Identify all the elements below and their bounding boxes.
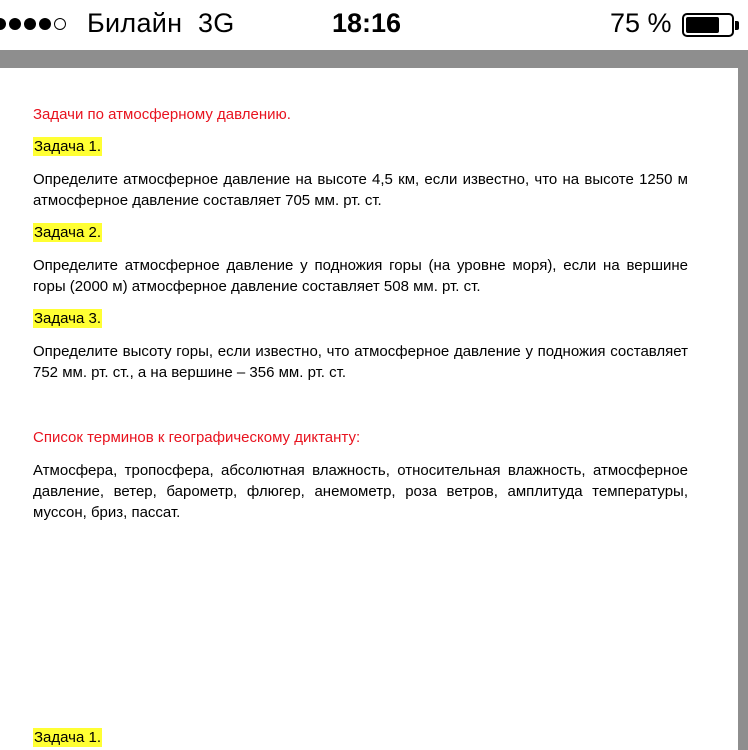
clock: 18:16 bbox=[332, 8, 402, 38]
battery-tip-icon bbox=[735, 21, 739, 30]
task-text-3: Определите высоту горы, если известно, что атмосферное давление у подножия составляет 752 мм. рт. ст., а на вершине – 356 мм. рт. ст. bbox=[33, 343, 688, 381]
document-page[interactable] bbox=[0, 68, 738, 750]
next-page-task-label: Задача 1. bbox=[34, 729, 102, 746]
signal-dot bbox=[9, 18, 21, 30]
task-text-1: Определите атмосферное давление на высоте 4,5 км, если известно, что на высоте 1250 м атмосферное давление составляет 705 мм. рт. ст. bbox=[33, 171, 688, 209]
carrier-name: Билайн bbox=[87, 8, 183, 38]
task-label-3: Задача 3. bbox=[34, 310, 102, 327]
task-label-1: Задача 1. bbox=[34, 138, 102, 155]
task-label-2: Задача 2. bbox=[34, 224, 102, 241]
section-heading-terms: Список терминов к географическому диктанту: bbox=[33, 429, 361, 446]
signal-dot bbox=[24, 18, 36, 30]
terms-paragraph: Атмосфера, тропосфера, абсолютная влажность, относительная влажность, атмосферное давление, ветер, барометр, флюгер, анемометр, роза ветров, амплитуда температуры, муссон, бриз, пассат. bbox=[33, 462, 688, 521]
section-heading-pressure-tasks: Задачи по атмосферному давлению. bbox=[33, 106, 291, 123]
battery-level-fill bbox=[686, 17, 719, 33]
signal-dot bbox=[39, 18, 51, 30]
signal-dot-empty bbox=[54, 18, 66, 30]
carrier-label bbox=[87, 8, 235, 39]
network-type: 3G bbox=[197, 8, 235, 38]
status-bar bbox=[0, 0, 748, 50]
task-text-2: Определите атмосферное давление у подножия горы (на уровне моря), если на вершине горы (2000 м) атмосферное давление составляет 508 мм. рт. ст. bbox=[33, 257, 688, 295]
battery-percent: 75 % bbox=[610, 8, 672, 38]
battery-icon bbox=[682, 13, 734, 37]
signal-strength-icon bbox=[0, 18, 66, 30]
signal-dot bbox=[0, 18, 6, 30]
